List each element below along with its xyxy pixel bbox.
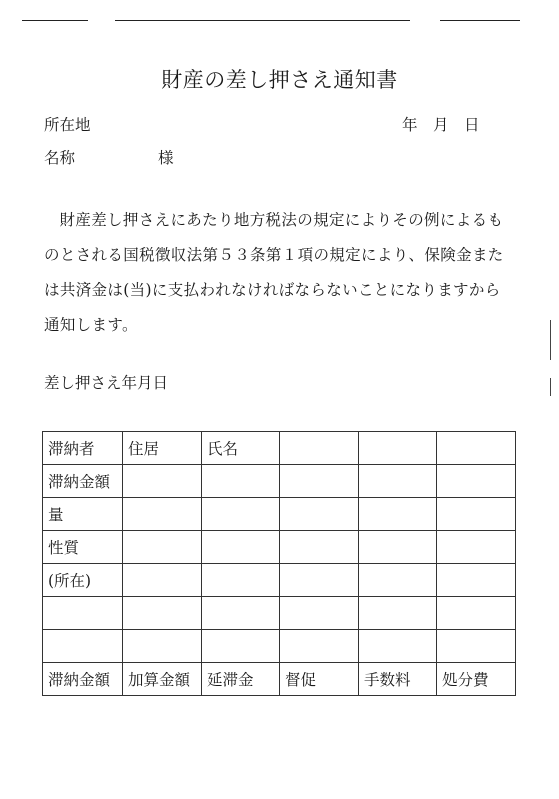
table-cell bbox=[359, 531, 437, 564]
address-label: 所在地 bbox=[44, 116, 91, 134]
body-line: 財産差し押さえにあたり地方税法の規定によりその例によるも bbox=[59, 211, 504, 229]
table-cell bbox=[202, 564, 280, 597]
honorific: 様 bbox=[158, 149, 174, 167]
table-row bbox=[43, 564, 516, 597]
table-cell: 氏名 bbox=[202, 432, 280, 465]
table-row bbox=[43, 531, 516, 564]
body-line: 通知します。 bbox=[44, 316, 138, 334]
table-cell bbox=[359, 465, 437, 498]
name-label: 名称 bbox=[44, 149, 76, 167]
document-title: 財産の差し押さえ通知書 bbox=[161, 68, 398, 92]
table-row bbox=[43, 663, 516, 696]
table-cell bbox=[437, 564, 516, 597]
table-cell bbox=[437, 630, 516, 663]
table-cell: 加算金額 bbox=[123, 663, 202, 696]
table-row bbox=[43, 432, 516, 465]
table-cell: 処分費 bbox=[437, 663, 516, 696]
table-cell bbox=[43, 630, 123, 663]
table-row bbox=[43, 498, 516, 531]
body-line: は共済金は(当)に支払われなければならないことになりますから bbox=[44, 281, 501, 299]
date-field: 年 月 日 bbox=[402, 116, 480, 134]
table-cell bbox=[280, 630, 359, 663]
table-cell bbox=[437, 465, 516, 498]
table-cell bbox=[202, 498, 280, 531]
table-cell bbox=[123, 498, 202, 531]
table-cell bbox=[202, 597, 280, 630]
table-cell bbox=[437, 597, 516, 630]
table-cell: (所在) bbox=[43, 564, 123, 597]
table-cell: 滞納者 bbox=[43, 432, 123, 465]
table-cell bbox=[437, 498, 516, 531]
table-row bbox=[43, 465, 516, 498]
table-cell bbox=[359, 432, 437, 465]
table-cell: 延滞金 bbox=[202, 663, 280, 696]
scan-top-line bbox=[22, 20, 88, 21]
table-cell bbox=[359, 564, 437, 597]
table-cell: 滞納金額 bbox=[43, 465, 123, 498]
table-cell bbox=[123, 465, 202, 498]
table-cell bbox=[123, 630, 202, 663]
table-cell: 住居 bbox=[123, 432, 202, 465]
table-cell bbox=[202, 630, 280, 663]
table-cell bbox=[43, 597, 123, 630]
table-cell bbox=[359, 597, 437, 630]
table-cell bbox=[280, 564, 359, 597]
body-line: のとされる国税徴収法第５３条第１項の規定により、保険金また bbox=[44, 246, 504, 264]
notice-body bbox=[44, 203, 528, 343]
table-row bbox=[43, 630, 516, 663]
table-cell bbox=[202, 531, 280, 564]
table-cell bbox=[123, 531, 202, 564]
table-cell bbox=[280, 597, 359, 630]
table-cell bbox=[202, 465, 280, 498]
table-cell: 滞納金額 bbox=[43, 663, 123, 696]
table-cell bbox=[280, 498, 359, 531]
scan-edge-mark bbox=[550, 378, 551, 396]
table-cell bbox=[359, 498, 437, 531]
scan-top-line bbox=[440, 20, 520, 21]
table-cell: 量 bbox=[43, 498, 123, 531]
table-cell: 性質 bbox=[43, 531, 123, 564]
table-cell bbox=[280, 531, 359, 564]
table-row bbox=[43, 597, 516, 630]
table-cell bbox=[280, 465, 359, 498]
table-cell: 督促 bbox=[280, 663, 359, 696]
table-cell: 手数料 bbox=[359, 663, 437, 696]
seizure-table bbox=[42, 431, 516, 696]
table-cell bbox=[123, 597, 202, 630]
table-cell bbox=[123, 564, 202, 597]
scan-edge-mark bbox=[550, 320, 551, 360]
table-cell bbox=[437, 432, 516, 465]
table-cell bbox=[437, 531, 516, 564]
seizure-date-label: 差し押さえ年月日 bbox=[44, 374, 169, 392]
scan-top-line bbox=[115, 20, 410, 21]
table-cell bbox=[359, 630, 437, 663]
table-cell bbox=[280, 432, 359, 465]
